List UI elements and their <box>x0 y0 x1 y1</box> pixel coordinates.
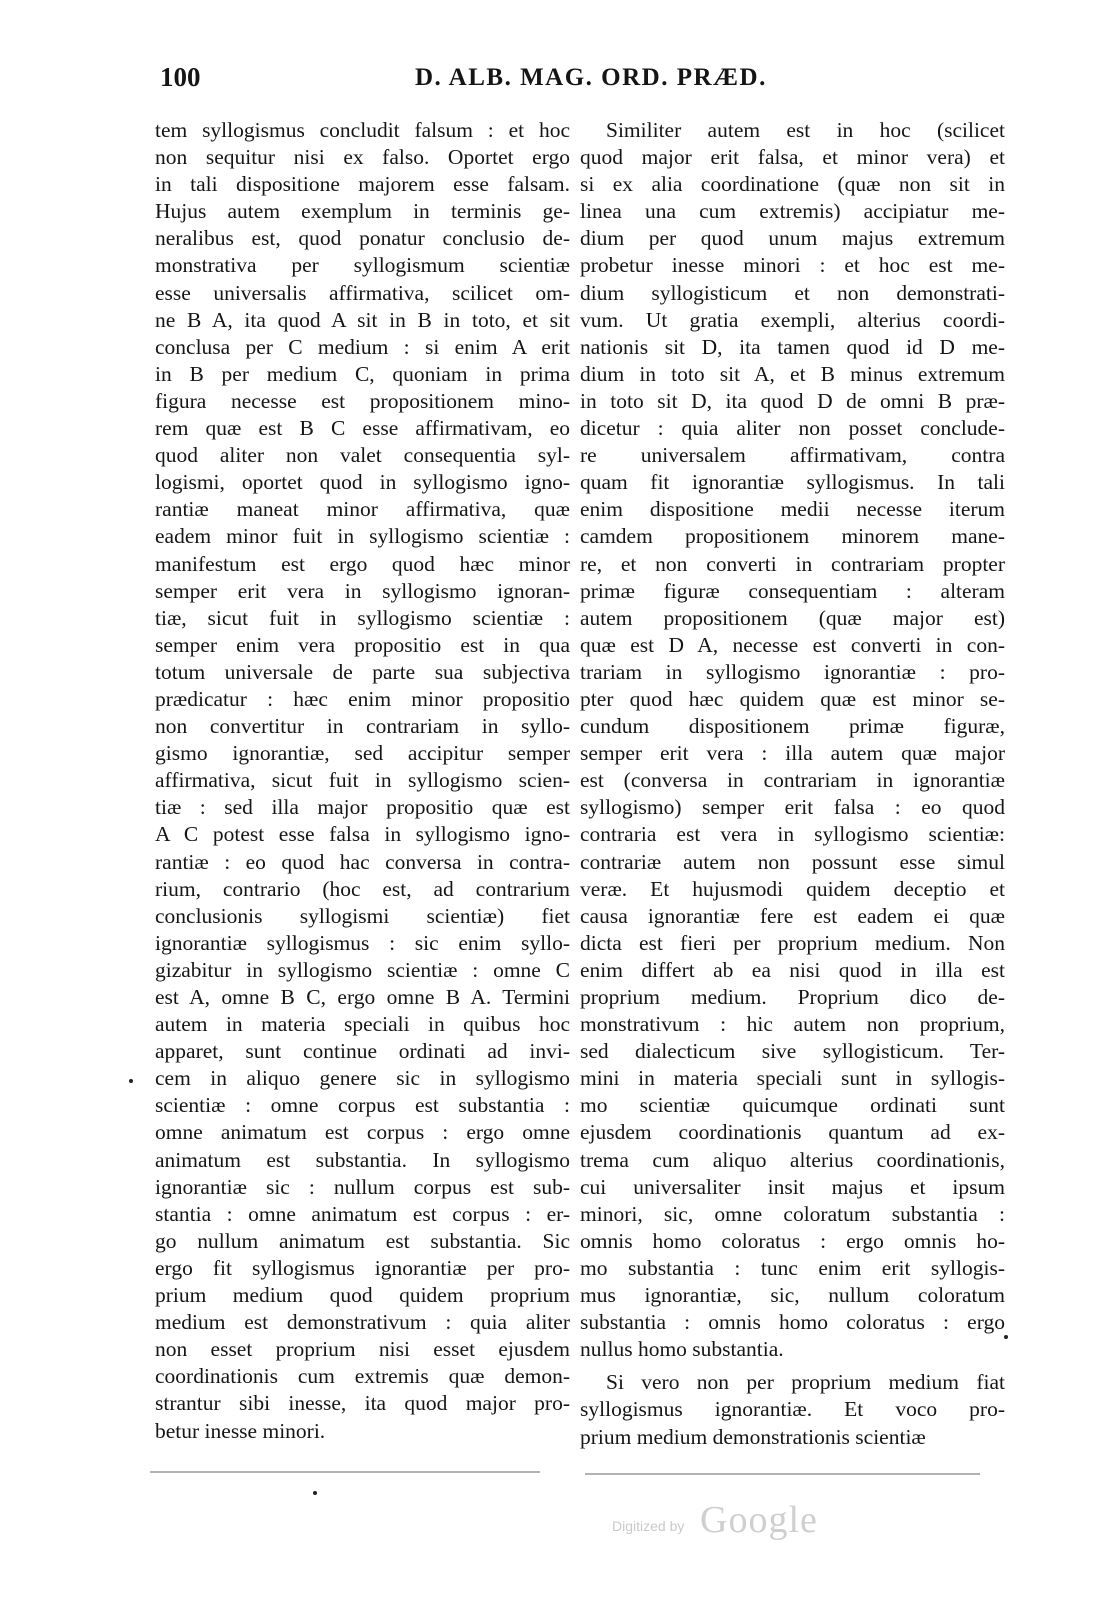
text-line: figura necesse est propositionem mino- <box>155 388 570 413</box>
text-line: quod major erit falsa, et minor vera) et <box>580 145 1005 170</box>
text-line: non esset proprium nisi esset ejusdem <box>155 1337 570 1362</box>
text-line: Si vero non per proprium medium fiat <box>606 1370 1005 1395</box>
text-line: logismi, oportet quod in syllogismo igno- <box>155 470 570 495</box>
text-line: semper enim vera propositio est in qua <box>155 632 570 657</box>
text-line: gismo ignorantiæ, sed accipitur semper <box>155 741 570 766</box>
text-line: nationis sit D, ita tamen quod id D me- <box>580 334 1005 359</box>
text-line: re universalem affirmativam, contra <box>580 443 1005 468</box>
text-line: vum. Ut gratia exempli, alterius coordi- <box>580 307 1005 332</box>
print-speck <box>129 1079 133 1083</box>
text-line: cui universaliter insit majus et ipsum <box>580 1174 1005 1199</box>
text-line: manifestum est ergo quod hæc minor <box>155 551 570 576</box>
text-line: scientiæ : omne corpus est substantia : <box>155 1093 570 1118</box>
text-line: Similiter autem est in hoc (scilicet <box>606 118 1005 142</box>
text-line: enim differt ab ea nisi quod in illa est <box>580 957 1005 982</box>
left-text-column <box>155 117 570 1445</box>
text-line: mus ignorantiæ, sic, nullum coloratum <box>580 1283 1005 1308</box>
text-line: tiæ : sed illa major propositio quæ est <box>155 795 570 820</box>
text-line: est A, omne B C, ergo omne B A. Termini <box>155 985 570 1009</box>
text-line: ignorantiæ syllogismus : sic enim syllo- <box>155 930 570 955</box>
text-line: ignorantiæ sic : nullum corpus est sub- <box>155 1174 570 1199</box>
text-line: dium in toto sit A, et B minus extremum <box>580 361 1005 386</box>
text-line: semper erit vera : illa autem quæ major <box>580 741 1005 766</box>
text-line: causa ignorantiæ fere est eadem ei quæ <box>580 903 1005 928</box>
text-line: trariam in syllogismo ignorantiæ : pro- <box>580 659 1005 684</box>
text-line: conclusa per C medium : si enim A erit <box>155 334 570 359</box>
scan-noise-line <box>150 1471 540 1473</box>
text-line: autem propositionem (quæ major est) <box>580 605 1005 630</box>
text-line: ne B A, ita quod A sit in B in toto, et sit <box>155 307 570 332</box>
text-line: rium, contrario (hoc est, ad contrarium <box>155 876 570 901</box>
text-line: si ex alia coordinatione (quæ non sit in <box>580 172 1005 197</box>
text-line: esse universalis affirmativa, scilicet om- <box>155 280 570 305</box>
text-line: nullus homo substantia. <box>580 1337 784 1362</box>
text-line: monstrativum : hic autem non proprium, <box>580 1012 1005 1037</box>
text-line: medium est demonstrativum : quia aliter <box>155 1310 570 1335</box>
text-line: cem in aliquo genere sic in syllogismo <box>155 1066 570 1091</box>
text-line: dicta est fieri per proprium medium. Non <box>580 930 1005 955</box>
text-line: est (conversa in contrariam in ignorantiæ <box>580 768 1005 793</box>
text-line: prium medium quod quidem proprium <box>155 1283 570 1308</box>
text-line: conclusionis syllogismi scientiæ) fiet <box>155 903 570 928</box>
right-paragraph-2 <box>580 1369 1005 1450</box>
text-line: stantia : omne animatum est corpus : er- <box>155 1201 570 1226</box>
text-line: monstrativa per syllogismum scientiæ <box>155 253 570 278</box>
text-line: semper erit vera in syllogismo ignoran- <box>155 578 570 603</box>
text-line: in B per medium C, quoniam in prima <box>155 361 570 386</box>
text-line: prædicatur : hæc enim minor propositio <box>155 686 570 711</box>
right-text-column <box>580 117 1005 1451</box>
text-line: rantiæ maneat minor affirmativa, quæ <box>155 497 570 522</box>
text-line: autem in materia speciali in quibus hoc <box>155 1012 570 1037</box>
text-line: neralibus est, quod ponatur conclusio de- <box>155 226 570 251</box>
text-line: mini in materia speciali sunt in syllogis- <box>580 1066 1005 1091</box>
text-line: re, et non converti in contrariam propter <box>580 551 1005 576</box>
text-line: gizabitur in syllogismo scientiæ : omne C <box>155 957 570 982</box>
print-speck <box>1004 1335 1008 1339</box>
text-line: probetur inesse minori : et hoc est me- <box>580 253 1005 278</box>
text-line: syllogismo) semper erit falsa : eo quod <box>580 795 1005 820</box>
text-line: mo scientiæ quicumque ordinati sunt <box>580 1093 1005 1118</box>
text-line: dicetur : quia aliter non posset conclude- <box>580 416 1005 441</box>
text-line: A C potest esse falsa in syllogismo igno- <box>155 822 570 847</box>
text-line: quam fit ignorantiæ syllogismus. In tali <box>580 470 1005 495</box>
text-line: tem syllogismus concludit falsum : et hoc <box>155 118 570 142</box>
google-logo: Google <box>700 1499 818 1541</box>
text-line: sed dialecticum sive syllogisticum. Ter- <box>580 1039 1005 1064</box>
text-line: camdem propositionem minorem mane- <box>580 524 1005 549</box>
scan-noise-line <box>585 1473 980 1475</box>
text-line: strantur sibi inesse, ita quod major pro- <box>155 1391 570 1416</box>
text-line: quæ est D A, necesse est converti in con- <box>580 632 1005 657</box>
text-line: dium syllogisticum et non demonstrati- <box>580 280 1005 305</box>
text-line: proprium medium. Proprium dico de- <box>580 985 1005 1009</box>
page-header <box>160 62 1000 102</box>
text-line: in toto sit D, ita quod D de omni B præ- <box>580 388 1005 413</box>
text-line: coordinationis cum extremis quæ demon- <box>155 1364 570 1389</box>
text-line: animatum est substantia. In syllogismo <box>155 1147 570 1172</box>
text-line: trema cum aliquo alterius coordinationis, <box>580 1147 1005 1172</box>
text-line: affirmativa, sicut fuit in syllogismo scien- <box>155 768 570 793</box>
text-line: mo substantia : tunc enim erit syllogis- <box>580 1255 1005 1280</box>
text-line: ejusdem coordinationis quantum ad ex- <box>580 1120 1005 1145</box>
text-line: non convertitur in contrariam in syllo- <box>155 714 570 739</box>
text-line: rantiæ : eo quod hac conversa in contra- <box>155 849 570 874</box>
text-line: veræ. Et hujusmodi quidem deceptio et <box>580 876 1005 901</box>
page-number: 100 <box>160 62 201 92</box>
text-line: contrariæ autem non possunt esse simul <box>580 849 1005 874</box>
text-line: syllogismus ignorantiæ. Et voco pro- <box>580 1397 1005 1422</box>
text-line: quod aliter non valet consequentia syl- <box>155 443 570 468</box>
text-line: totum universale de parte sua subjectiva <box>155 659 570 684</box>
text-line: go nullum animatum est substantia. Sic <box>155 1228 570 1253</box>
text-line: linea una cum extremis) accipiatur me- <box>580 199 1005 224</box>
text-line: eadem minor fuit in syllogismo scientiæ : <box>155 524 570 549</box>
text-line: prium medium demonstrationis scientiæ <box>580 1424 926 1449</box>
text-line: betur inesse minori. <box>155 1418 326 1443</box>
text-line: primæ figuræ consequentiam : alteram <box>580 578 1005 603</box>
text-line: ergo fit syllogismus ignorantiæ per pro- <box>155 1255 570 1280</box>
text-line: enim dispositione medii necesse iterum <box>580 497 1005 522</box>
text-line: cundum dispositionem primæ figuræ, <box>580 714 1005 739</box>
right-paragraph-1 <box>580 117 1005 1363</box>
text-line: pter quod hæc quidem quæ est minor se- <box>580 686 1005 711</box>
text-line: tiæ, sicut fuit in syllogismo scientiæ : <box>155 605 570 630</box>
text-line: apparet, sunt continue ordinati ad invi- <box>155 1039 570 1064</box>
text-line: omnis homo coloratus : ergo omnis ho- <box>580 1228 1005 1253</box>
text-line: rem quæ est B C esse affirmativam, eo <box>155 416 570 441</box>
watermark-prefix: Digitized by <box>612 1518 685 1534</box>
digitized-watermark <box>612 1498 872 1546</box>
print-speck <box>313 1491 317 1495</box>
text-line: non sequitur nisi ex falso. Oportet ergo <box>155 145 570 170</box>
text-line: substantia : omnis homo coloratus : ergo <box>580 1310 1005 1335</box>
text-line: Hujus autem exemplum in terminis ge- <box>155 199 570 224</box>
text-line: omne animatum est corpus : ergo omne <box>155 1120 570 1145</box>
text-line: contraria est vera in syllogismo scientiæ: <box>580 822 1005 847</box>
text-line: in tali dispositione majorem esse falsam. <box>155 172 570 197</box>
text-line: minori, sic, omne coloratum substantia : <box>580 1201 1005 1226</box>
text-line: dium per quod unum majus extremum <box>580 226 1005 251</box>
running-title: D. ALB. MAG. ORD. PRÆD. <box>415 64 767 91</box>
